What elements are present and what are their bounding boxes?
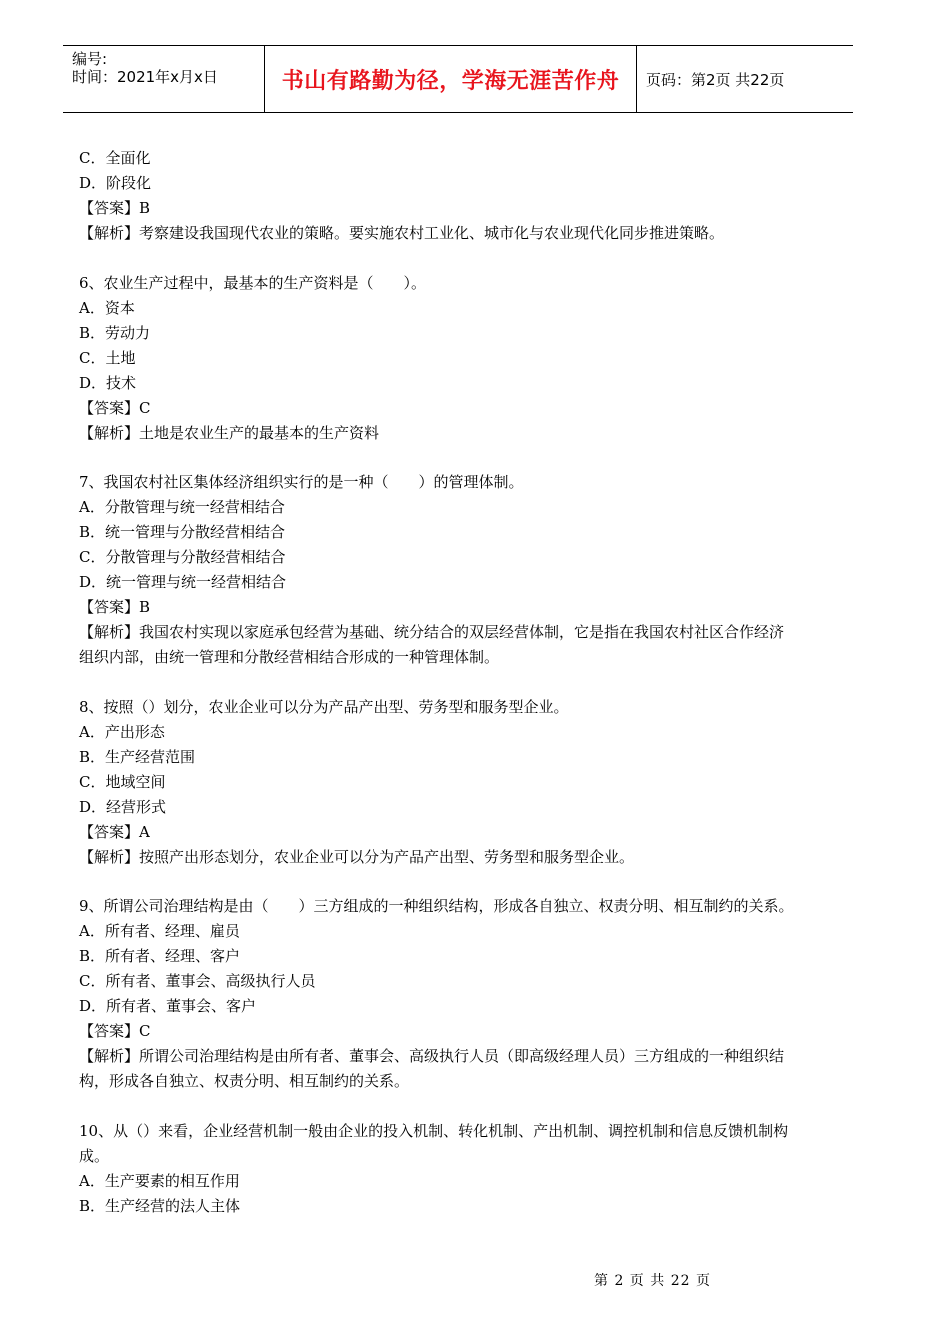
header-slogan-cell (265, 46, 637, 112)
text-line: D．技术 (79, 373, 137, 392)
text-line: C．全面化 (79, 149, 151, 167)
text-line: 【答案】B (79, 199, 151, 217)
text-line: 6、农业生产过程中，最基本的生产资料是（ ）。 (79, 273, 427, 292)
text-line: 【解析】所谓公司治理结构是由所有者、董事会、高级执行人员（即高级经理人员）三方组成的一种组织结 (79, 1047, 785, 1065)
text-line: 构，形成各自独立、权责分明、相互制约的关系。 (79, 1072, 410, 1090)
text-line: A．资本 (79, 298, 135, 317)
text-line: C．地域空间 (79, 772, 166, 791)
text-line: D．所有者、董事会、客户 (79, 997, 257, 1015)
text-line: 【解析】我国农村实现以家庭承包经营为基础、统分结合的双层经营体制，它是指在我国农村社区合作经济 (79, 623, 785, 641)
header-meta (63, 46, 265, 112)
paragraph-gap (79, 870, 839, 895)
paragraph-gap (79, 670, 839, 695)
text-line: 【答案】B (79, 598, 151, 616)
paragraph-gap (79, 1094, 839, 1119)
text-line: 【答案】A (79, 822, 150, 841)
text-line: 9、所谓公司治理结构是由（ ）三方组成的一种组织结构，形成各自独立、权责分明、相互制约的关系。 (79, 897, 794, 915)
document-body (79, 146, 839, 1219)
text-line: B．所有者、经理、客户 (79, 947, 241, 965)
paragraph-gap (79, 246, 839, 271)
text-line: 组织内部，由统一管理和分散经营相结合形成的一种管理体制。 (79, 648, 500, 666)
text-line: 【解析】按照产出形态划分，农业企业可以分为产品产出型、劳务型和服务型企业。 (79, 847, 635, 866)
document-time-label: 时间：2021年x月x日 (72, 68, 218, 86)
text-line: C．土地 (79, 348, 136, 367)
paragraph-gap (79, 446, 839, 471)
text-line: D．统一管理与统一经营相结合 (79, 573, 287, 591)
text-line: 10、从（）来看，企业经营机制一般由企业的投入机制、转化机制、产出机制、调控机制和信息反馈机制构 (79, 1121, 789, 1140)
page-header (63, 45, 853, 113)
text-line: D．阶段化 (79, 174, 152, 192)
text-line: 7、我国农村社区集体经济组织实行的是一种（ ）的管理体制。 (79, 473, 524, 491)
text-line: B．生产经营的法人主体 (79, 1196, 241, 1215)
document-number-label: 编号: (72, 50, 108, 68)
header-page-info: 页码：第2页 共22页 (646, 70, 785, 89)
text-line: A．分散管理与统一经营相结合 (79, 498, 285, 516)
text-line: 8、按照（）划分，农业企业可以分为产品产出型、劳务型和服务型企业。 (79, 697, 569, 716)
text-line: A．所有者、经理、雇员 (79, 922, 240, 940)
text-line: 【解析】考察建设我国现代农业的策略。要实施农村工业化、城市化与农业现代化同步推进策略。 (79, 224, 725, 242)
text-line: A．生产要素的相互作用 (79, 1171, 240, 1190)
text-line: 【解析】土地是农业生产的最基本的生产资料 (79, 423, 380, 442)
text-line: 【答案】C (79, 398, 151, 417)
text-line: C．所有者、董事会、高级执行人员 (79, 972, 316, 990)
text-line: B．生产经营范围 (79, 747, 196, 766)
header-slogan: 书山有路勤为径，学海无涯苦作舟 (281, 68, 620, 94)
text-line: 成。 (79, 1146, 110, 1165)
text-line: B．劳动力 (79, 323, 151, 342)
text-line: A．产出形态 (79, 722, 165, 741)
text-line: B．统一管理与分散经营相结合 (79, 523, 286, 541)
text-line: D．经营形式 (79, 797, 167, 816)
text-line: 【答案】C (79, 1022, 151, 1040)
text-line: C．分散管理与分散经营相结合 (79, 548, 286, 566)
page-footer: 第 2 页 共 22 页 (594, 1273, 711, 1289)
